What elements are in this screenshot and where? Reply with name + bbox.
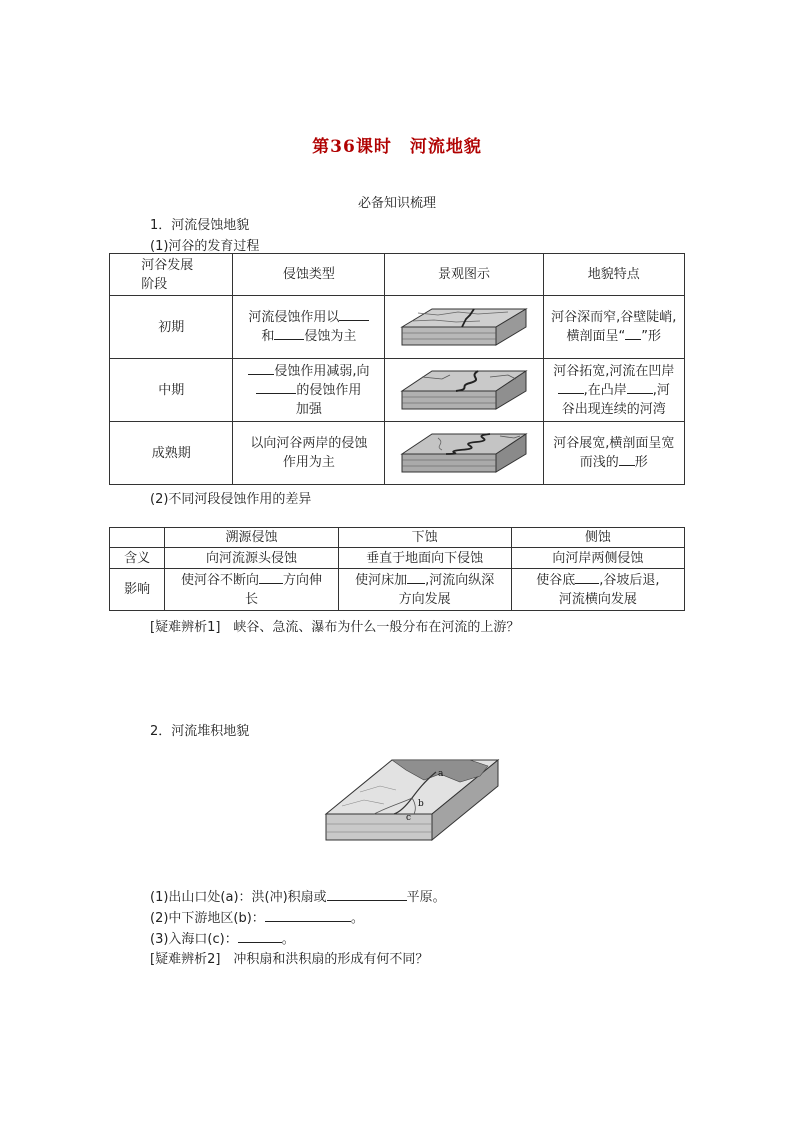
meaning-cell: 向河流源头侵蚀: [165, 548, 338, 569]
header-stage: 河谷发展阶段: [110, 254, 233, 296]
diagram-cell: [385, 359, 543, 422]
blank: [627, 381, 653, 394]
diagram-cell: [385, 422, 543, 485]
subheading-valley: (1)河谷的发育过程: [150, 239, 260, 254]
heading-deposition: 2．河流堆积地貌: [150, 724, 250, 739]
table-row: [110, 548, 685, 569]
erosion-cell: 河流侵蚀作用以 和 侵蚀为主: [233, 296, 385, 359]
blank: [259, 571, 283, 584]
header-downcutting: 下蚀: [338, 528, 511, 548]
blank: [248, 362, 274, 375]
blank: [407, 571, 425, 584]
label-a: a: [438, 769, 444, 779]
deposition-item-2: (2)中下游地区(b)： 。: [150, 911, 364, 926]
early-valley-illustration: [398, 303, 530, 351]
table-row: [110, 422, 685, 485]
table-row: [110, 296, 685, 359]
blank: [625, 327, 641, 340]
effect-cell: 使河床加 ,河流向纵深 方向发展: [338, 569, 511, 611]
question-2: [疑难辨析2] 冲积扇和洪积扇的形成有何不同？: [150, 952, 429, 967]
heading-erosion: 1．河流侵蚀地貌: [150, 218, 250, 233]
deposition-item-3: (3)入海口(c)： 。: [150, 932, 295, 947]
blank: [575, 571, 599, 584]
blank: [327, 888, 407, 901]
blank: [558, 381, 584, 394]
page-title: [0, 132, 794, 157]
stage-cell: 中期: [110, 359, 233, 422]
blank: [265, 909, 351, 922]
valley-development-table: [109, 253, 685, 485]
effect-cell: 使河谷不断向 方向伸 长: [165, 569, 338, 611]
meaning-cell: 垂直于地面向下侵蚀: [338, 548, 511, 569]
section-title: 必备知识梳理: [357, 196, 436, 211]
table-row: [110, 359, 685, 422]
blank: [238, 930, 282, 943]
header-erosion: 侵蚀类型: [233, 254, 385, 296]
effect-cell: 使谷底 ,谷坡后退, 河流横向发展: [511, 569, 684, 611]
stage-cell: 初期: [110, 296, 233, 359]
header-diagram: 景观图示: [385, 254, 543, 296]
row-label: 含义: [110, 548, 165, 569]
meaning-cell: 向河岸两侧侵蚀: [511, 548, 684, 569]
header-features: 地貌特点: [543, 254, 684, 296]
blank: [339, 308, 369, 321]
diagram-cell: [385, 296, 543, 359]
features-cell: 河谷展宽,横剖面呈宽 而浅的 形: [543, 422, 684, 485]
deposition-item-1: (1)出山口处(a)：洪(冲)积扇或 平原。: [150, 890, 446, 905]
erosion-cell: 侵蚀作用减弱,向 的侵蚀作用 加强: [233, 359, 385, 422]
label-b: b: [418, 799, 424, 809]
question-1: [疑难辨析1] 峡谷、急流、瀑布为什么一般分布在河流的上游？: [150, 620, 520, 635]
header-lateral: 侧蚀: [511, 528, 684, 548]
erosion-cell: 以向河谷两岸的侵蚀 作用为主: [233, 422, 385, 485]
blank: [256, 381, 296, 394]
header-blank: [110, 528, 165, 548]
table-row: [110, 569, 685, 611]
features-cell: 河谷深而窄,谷壁陡峭, 横剖面呈“ ”形: [543, 296, 684, 359]
deposition-landform-diagram: [320, 752, 504, 846]
lesson-number: 第36课时: [312, 137, 392, 157]
header-headward: 溯源侵蚀: [165, 528, 338, 548]
features-cell: 河谷拓宽,河流在凹岸 ,在凸岸 ,河 谷出现连续的河湾: [543, 359, 684, 422]
mature-valley-illustration: [398, 428, 530, 478]
erosion-difference-table: [109, 527, 685, 611]
row-label: 影响: [110, 569, 165, 611]
middle-valley-illustration: [398, 365, 530, 415]
blank: [619, 453, 635, 466]
stage-cell: 成熟期: [110, 422, 233, 485]
lesson-topic: 河流地貌: [409, 137, 482, 157]
label-c: c: [406, 813, 412, 823]
subheading-difference: (2)不同河段侵蚀作用的差异: [150, 492, 312, 507]
blank: [274, 327, 304, 340]
